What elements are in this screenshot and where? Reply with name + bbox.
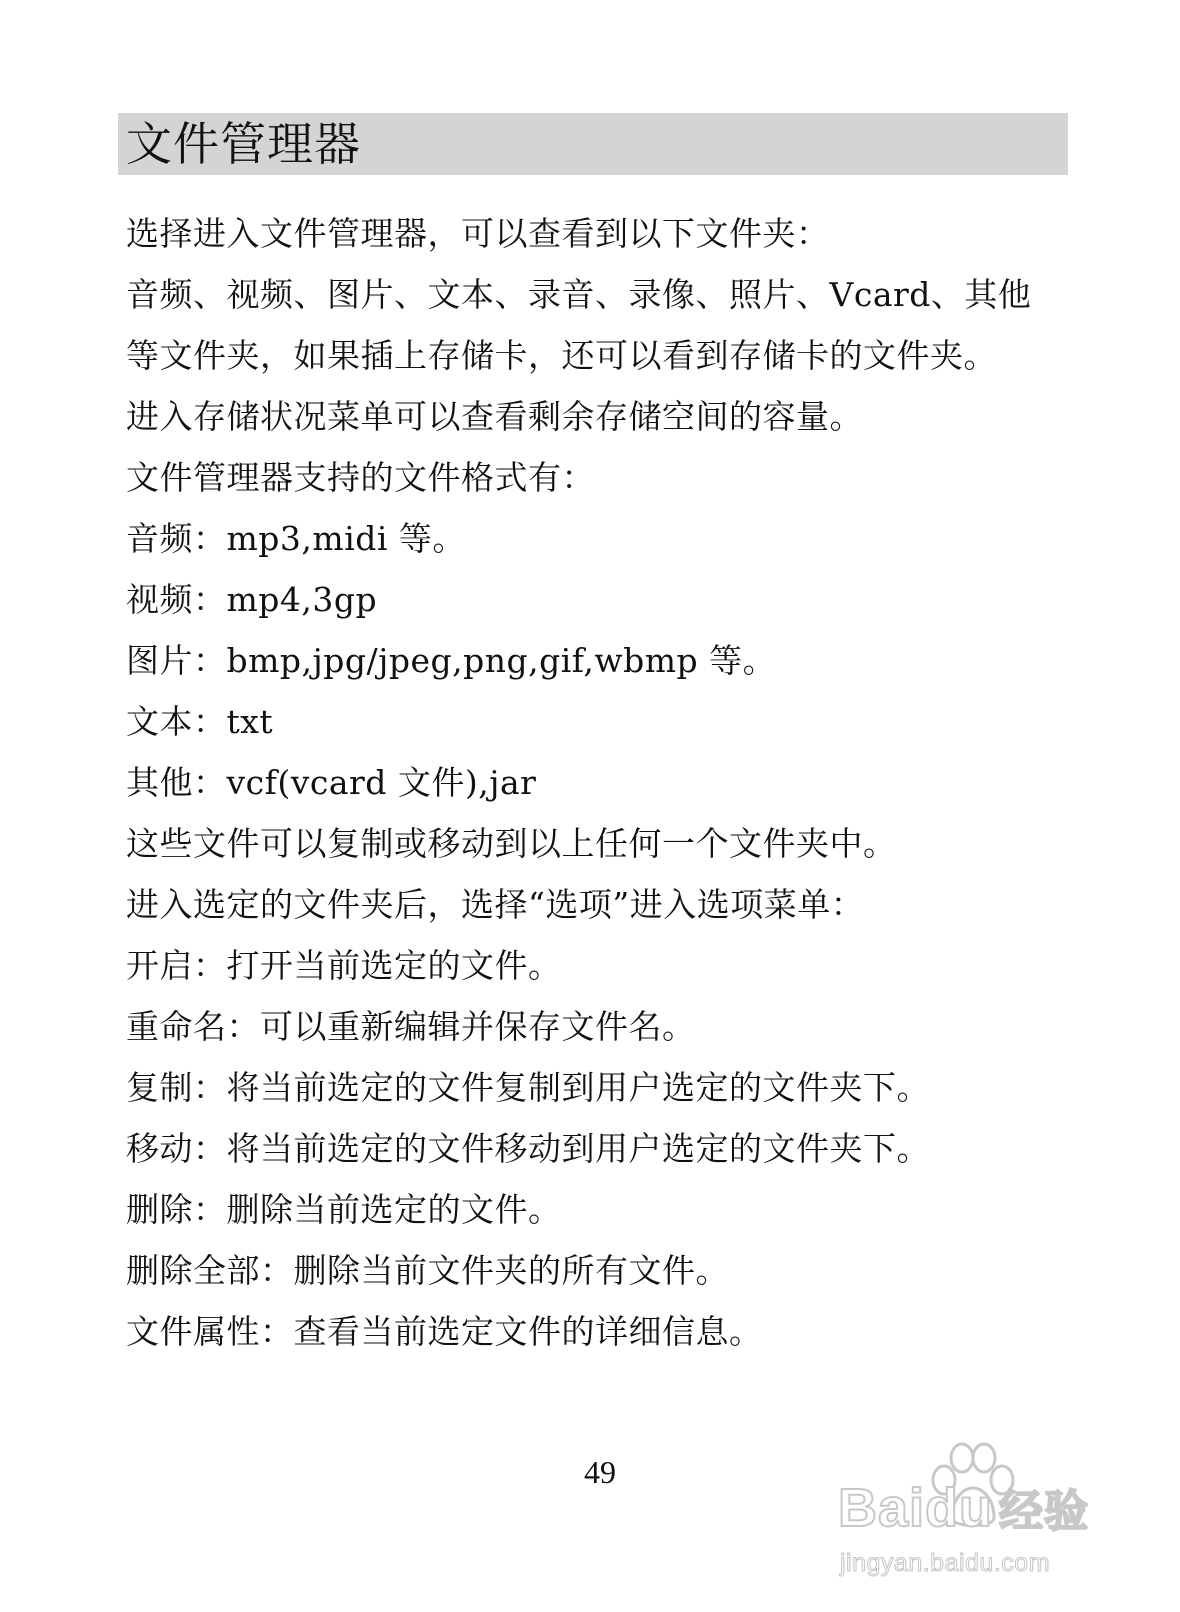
paragraph-line: 图片：bmp,jpg/jpeg,png,gif,wbmp 等。 (126, 641, 777, 680)
paragraph-line: 视频：mp4,3gp (126, 580, 378, 619)
paragraph-line: 开启：打开当前选定的文件。 (126, 946, 562, 985)
paragraph-line: 移动：将当前选定的文件移动到用户选定的文件夹下。 (126, 1129, 930, 1168)
watermark-logo (838, 1478, 1089, 1542)
paragraph-line: 复制：将当前选定的文件复制到用户选定的文件夹下。 (126, 1068, 930, 1107)
paragraph-line: 其他：vcf(vcard 文件),jar (126, 763, 537, 802)
paragraph-line: 进入选定的文件夹后，选择“选项”进入选项菜单： (126, 885, 865, 924)
section-heading-bar (118, 113, 1068, 175)
watermark-logo-text: Baidu (838, 1478, 994, 1538)
paragraph-line: 进入存储状况菜单可以查看剩余存储空间的容量。 (126, 397, 863, 436)
paragraph-line: 文本：txt (126, 702, 274, 741)
paragraph-line: 音频：mp3,midi 等。 (126, 519, 466, 558)
page-title: 文件管理器 (126, 117, 361, 171)
watermark-logo-cn: 经验 (999, 1486, 1090, 1537)
paragraph-line: 删除全部：删除当前文件夹的所有文件。 (126, 1251, 729, 1290)
paragraph-line: 重命名：可以重新编辑并保存文件名。 (126, 1007, 696, 1046)
watermark-url: jingyan.baidu.com (840, 1549, 1051, 1577)
paragraph-line: 音频、视频、图片、文本、录音、录像、照片、Vcard、其他 (126, 275, 1032, 314)
page-number: 49 (584, 1454, 616, 1490)
paragraph-line: 文件属性：查看当前选定文件的详细信息。 (126, 1312, 763, 1351)
paragraph-line: 等文件夹，如果插上存储卡，还可以看到存储卡的文件夹。 (126, 336, 997, 375)
paragraph-line: 这些文件可以复制或移动到以上任何一个文件夹中。 (126, 824, 897, 863)
paragraph-line: 文件管理器支持的文件格式有： (126, 458, 595, 497)
paragraph-line: 选择进入文件管理器，可以查看到以下文件夹： (126, 214, 830, 253)
paragraph-line: 删除：删除当前选定的文件。 (126, 1190, 562, 1229)
baidu-jingyan-watermark (830, 1440, 1130, 1590)
